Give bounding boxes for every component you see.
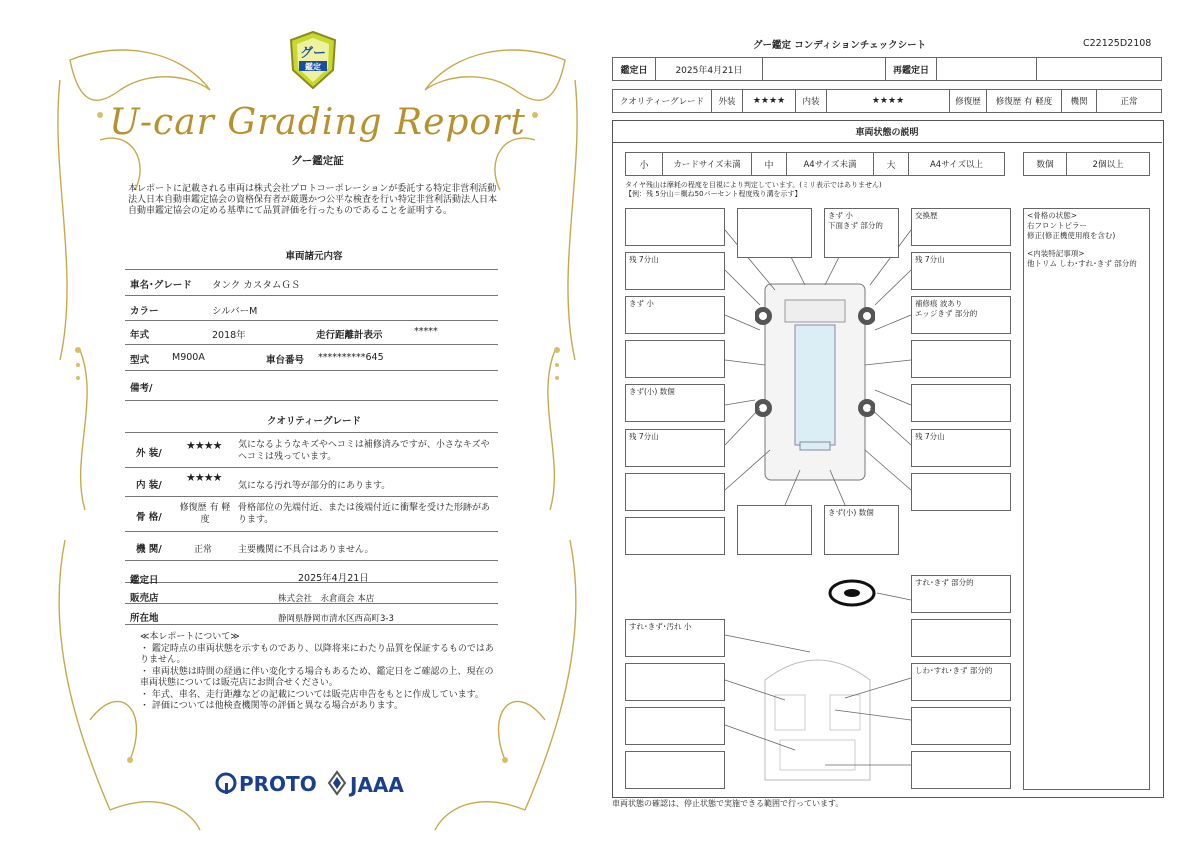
size-large-desc: A4サイズ以上: [908, 152, 1005, 176]
model-label: 型式: [130, 355, 150, 366]
condition-box: 残 7分山: [911, 252, 1011, 290]
car-name-value: タンク カスタムＧＳ: [212, 280, 301, 291]
repair-label: 修復歴: [949, 89, 987, 113]
condition-check-sheet: [605, 30, 1170, 820]
certificate-statement: 本レポートに記載される車両は株式会社プロトコーポレーションが委託する特定非営利活動法人日本自動車鑑定協会の資格保有者が厳選かつ公平な検査を行い特定非営利活動法人日本自動車鑑定協会の定める基準にて品質評価を行ったものであることを証明する。: [128, 184, 498, 216]
count-desc: 2個以上: [1066, 152, 1150, 176]
condition-box: [737, 208, 812, 258]
condition-box: すれ･きず 部分的: [911, 575, 1011, 613]
address-label: 所在地: [130, 613, 159, 624]
condition-box: 残 7分山: [911, 429, 1011, 467]
chassis-label: 車台番号: [266, 355, 305, 366]
condition-box: 残 7分山: [625, 429, 725, 467]
note-item: ・ 鑑定時点の車両状態を示すものであり、以降将来にわたり品質を保証するものではありません。: [140, 643, 494, 665]
svg-text:鑑定: 鑑定: [305, 62, 321, 72]
condition-box: 補修痕 波あり エッジきず 部分的: [911, 296, 1011, 334]
condition-box: [911, 473, 1011, 511]
quality-heading: クオリティーグレード: [266, 416, 362, 427]
condition-box: きず 小 下面きず 部分的: [824, 208, 899, 258]
certificate-heading: グー鑑定証: [291, 155, 344, 167]
color-value: シルバーM: [212, 306, 258, 317]
sheet-code: C22125D2108: [1083, 38, 1152, 49]
quality-label-interior: 内 装/: [136, 480, 162, 491]
year-value: 2018年: [212, 330, 246, 341]
condition-box: [625, 340, 725, 378]
reappraisal-label: 再鑑定日: [885, 57, 937, 81]
quality-desc-frame: 骨格部位の先端付近、または後端付近に衝撃を受けた形跡があります。: [238, 503, 491, 525]
condition-box: [911, 707, 1011, 745]
chassis-value: **********645: [318, 352, 384, 363]
size-small: 小: [625, 152, 663, 176]
int-label: 内装: [795, 89, 827, 113]
size-medium: 中: [751, 152, 787, 176]
condition-box: [911, 619, 1011, 657]
size-medium-desc: A4サイズ未満: [786, 152, 874, 176]
sheet-footer-note: 車両状態の確認は、停止状態で実施できる範囲で行っています。: [612, 799, 844, 808]
condition-box: きず(小) 数個: [625, 384, 725, 422]
repair-value: 修復歴 有 軽度: [986, 89, 1062, 113]
condition-box: [625, 208, 725, 246]
dealer-value: 株式会社 永倉商会 本店: [278, 594, 375, 604]
goo-appraisal-emblem-icon: [287, 30, 339, 92]
interior-item: 他トリム しわ･すれ･きず 部分的: [1027, 259, 1137, 268]
q-grade-label: クオリティーグレード: [612, 89, 712, 113]
condition-box: [625, 751, 725, 789]
mileage-label: 走行距離計表示: [316, 330, 383, 341]
quality-label-exterior: 外 装/: [136, 448, 162, 459]
quality-value-exterior: ★★★★: [186, 439, 222, 452]
jaaa-logo-text: JAAA: [350, 773, 404, 797]
appraisal-date-label: 鑑定日: [130, 575, 159, 586]
sheet-title: グー鑑定 コンディションチェックシート: [753, 40, 927, 51]
description-heading: 車両状態の説明: [612, 120, 1162, 143]
tire-note-2: 【例：残 5分山＝概ね50パーセント程度残り溝を示す】: [625, 190, 802, 198]
quality-desc-engine: 主要機関に不具合はありません。: [238, 545, 374, 555]
condition-box: [911, 340, 1011, 378]
quality-value-frame: 修復歴 有 軽度: [179, 503, 231, 525]
frame-item: 右フロントピラー: [1027, 221, 1087, 230]
tire-note-1: タイヤ残山は摩耗の程度を目視により判定しています。(ミリ表示ではありません): [625, 181, 882, 189]
spec-heading: 車両諸元内容: [285, 251, 343, 262]
condition-box: [625, 473, 725, 511]
proto-logo-text: PROTO: [239, 772, 317, 796]
condition-box: [911, 384, 1011, 422]
year-label: 年式: [130, 330, 150, 341]
ext-label: 外装: [711, 89, 743, 113]
note-item: ・ 年式、車名、走行距離などの記載については販売店申告をもとに作成しています。: [140, 689, 484, 700]
color-label: カラー: [130, 306, 159, 317]
ext-value: ★★★★: [742, 89, 796, 113]
frame-heading: <骨格の状態>: [1027, 211, 1078, 220]
model-value: M900A: [172, 352, 205, 363]
note-item: ・ 車両状態は時間の経過に伴い変化する場合もあるため、鑑定日をご確認の上、現在の車両状態については販売店にお問合せください。: [140, 666, 494, 688]
date-value: 2025年4月21日: [655, 57, 763, 81]
condition-box: [625, 663, 725, 701]
frame-interior-notes: [1023, 208, 1150, 790]
interior-heading: <内装特記事項>: [1027, 249, 1085, 258]
jaaa-logo-icon: [327, 770, 347, 796]
size-small-desc: カードサイズ未満: [662, 152, 752, 176]
report-notes: [140, 632, 500, 713]
quality-label-frame: 骨 格/: [136, 512, 162, 523]
report-title: U-car Grading Report: [109, 102, 526, 143]
quality-label-engine: 機 関/: [136, 544, 162, 555]
engine-label: 機関: [1061, 89, 1097, 113]
condition-box: [625, 517, 725, 555]
quality-desc-interior: 気になる汚れ等が部分的にあります。: [238, 481, 391, 491]
condition-box: 交換歴: [911, 208, 1011, 246]
note-item: ・ 評価については他検査機関等の評価と異なる場合があります。: [140, 701, 403, 711]
int-value: ★★★★: [826, 89, 950, 113]
appraisal-date-value: 2025年4月21日: [298, 573, 369, 584]
mileage-value: *****: [414, 326, 438, 337]
condition-box: すれ･きず･汚れ 小: [625, 619, 725, 657]
condition-box: [737, 505, 812, 555]
condition-box: [911, 751, 1011, 789]
frame-item: 修正(修正機使用痕を含む): [1027, 231, 1116, 240]
proto-logo-icon: [215, 772, 237, 794]
condition-box: [625, 707, 725, 745]
grading-certificate: [40, 20, 595, 835]
condition-box: きず(小) 数個: [824, 505, 899, 555]
condition-box: 残 7分山: [625, 252, 725, 290]
dealer-label: 販売店: [130, 593, 159, 604]
size-large: 大: [873, 152, 909, 176]
svg-text:グー: グー: [299, 46, 327, 61]
condition-box: きず 小: [625, 296, 725, 334]
remarks-label: 備考/: [130, 383, 153, 394]
quality-value-engine: 正常: [194, 545, 213, 555]
car-name-label: 車名･グレード: [130, 280, 192, 291]
address-value: 静岡県静岡市清水区西高町3-3: [278, 614, 394, 624]
count-label: 数個: [1023, 152, 1067, 176]
engine-value: 正常: [1096, 89, 1162, 113]
notes-heading: ≪本レポートについて≫: [140, 632, 240, 642]
condition-box: しわ･すれ･きず 部分的: [911, 663, 1011, 701]
quality-desc-exterior: 気になるようなキズやヘコミは補修済みですが、小さなキズやヘコミは残っています。: [238, 440, 490, 462]
quality-value-interior: ★★★★: [186, 471, 222, 484]
date-label: 鑑定日: [612, 57, 656, 81]
